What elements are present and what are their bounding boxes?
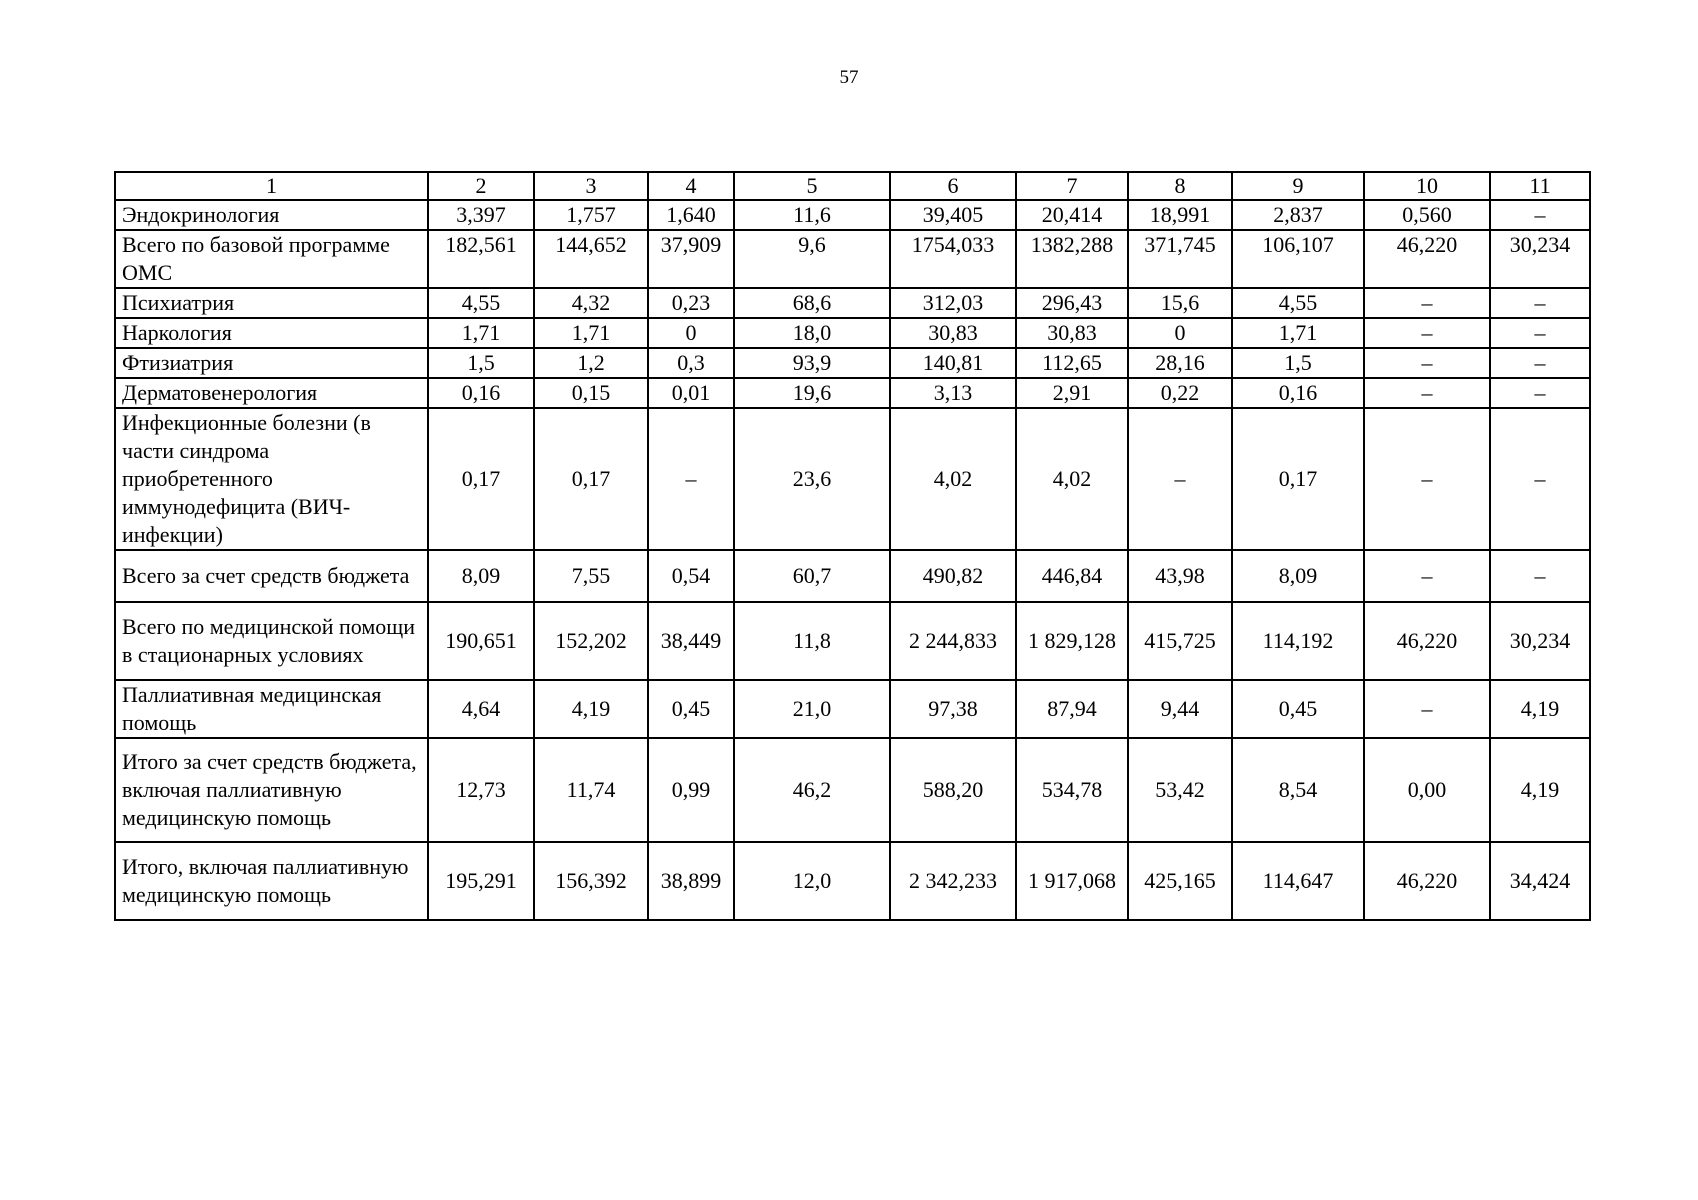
table-cell: 18,0 bbox=[734, 318, 890, 348]
table-cell: 68,6 bbox=[734, 288, 890, 318]
table-cell: 152,202 bbox=[534, 602, 648, 680]
header-cell: 3 bbox=[534, 172, 648, 200]
table-row bbox=[115, 550, 1590, 602]
table-row bbox=[115, 842, 1590, 920]
table-cell: 0,99 bbox=[648, 738, 734, 842]
table-cell: 140,81 bbox=[890, 348, 1016, 378]
table-cell: 15,6 bbox=[1128, 288, 1232, 318]
table-cell: 4,19 bbox=[1490, 738, 1590, 842]
table-cell: 0,3 bbox=[648, 348, 734, 378]
table-cell: 0,16 bbox=[1232, 378, 1364, 408]
header-cell: 7 bbox=[1016, 172, 1128, 200]
header-cell: 10 bbox=[1364, 172, 1490, 200]
table-cell: 30,234 bbox=[1490, 230, 1590, 288]
table-cell: 1,2 bbox=[534, 348, 648, 378]
table-cell: 43,98 bbox=[1128, 550, 1232, 602]
table-cell: 11,8 bbox=[734, 602, 890, 680]
table-row bbox=[115, 348, 1590, 378]
table-cell: 588,20 bbox=[890, 738, 1016, 842]
table-row bbox=[115, 230, 1590, 288]
table-cell: 8,09 bbox=[428, 550, 534, 602]
table-cell: 11,74 bbox=[534, 738, 648, 842]
header-cell: 8 bbox=[1128, 172, 1232, 200]
table-cell: 1,757 bbox=[534, 200, 648, 230]
row-label: Наркология bbox=[115, 318, 428, 348]
table-cell: 9,6 bbox=[734, 230, 890, 288]
table-cell: 18,991 bbox=[1128, 200, 1232, 230]
table-cell: – bbox=[1364, 378, 1490, 408]
table-cell: 34,424 bbox=[1490, 842, 1590, 920]
table-cell: 30,83 bbox=[1016, 318, 1128, 348]
table-cell: 195,291 bbox=[428, 842, 534, 920]
table-cell: 490,82 bbox=[890, 550, 1016, 602]
table-cell: 20,414 bbox=[1016, 200, 1128, 230]
table-cell: 97,38 bbox=[890, 680, 1016, 738]
table-cell: 3,397 bbox=[428, 200, 534, 230]
table-cell: 7,55 bbox=[534, 550, 648, 602]
page-number: 57 bbox=[839, 67, 859, 88]
table-cell: 12,0 bbox=[734, 842, 890, 920]
table-cell: 0,01 bbox=[648, 378, 734, 408]
table-cell: – bbox=[1490, 200, 1590, 230]
header-cell: 6 bbox=[890, 172, 1016, 200]
table-cell: 11,6 bbox=[734, 200, 890, 230]
table-cell: – bbox=[1364, 348, 1490, 378]
data-table bbox=[114, 171, 1591, 921]
table-row bbox=[115, 200, 1590, 230]
table-cell: 2 244,833 bbox=[890, 602, 1016, 680]
table-cell: 46,220 bbox=[1364, 602, 1490, 680]
table-cell: 38,449 bbox=[648, 602, 734, 680]
table-cell: 106,107 bbox=[1232, 230, 1364, 288]
table-cell: – bbox=[1490, 348, 1590, 378]
table-row bbox=[115, 680, 1590, 738]
table-row bbox=[115, 288, 1590, 318]
row-label: Эндокринология bbox=[115, 200, 428, 230]
table-cell: 534,78 bbox=[1016, 738, 1128, 842]
table-cell: 1382,288 bbox=[1016, 230, 1128, 288]
table-cell: 46,220 bbox=[1364, 230, 1490, 288]
table-cell: 21,0 bbox=[734, 680, 890, 738]
table-cell: 4,19 bbox=[1490, 680, 1590, 738]
table-cell: 371,745 bbox=[1128, 230, 1232, 288]
table-cell: – bbox=[1490, 378, 1590, 408]
table-cell: 1754,033 bbox=[890, 230, 1016, 288]
table-cell: – bbox=[1490, 318, 1590, 348]
header-row bbox=[115, 172, 1590, 200]
row-label: Дерматовенерология bbox=[115, 378, 428, 408]
table-cell: – bbox=[1128, 408, 1232, 550]
table-cell: 1,640 bbox=[648, 200, 734, 230]
table-cell: 0,54 bbox=[648, 550, 734, 602]
row-label: Всего по базовой программе ОМС bbox=[115, 230, 428, 288]
table-cell: 1,71 bbox=[1232, 318, 1364, 348]
table-cell: 0,00 bbox=[1364, 738, 1490, 842]
table-cell: 1 917,068 bbox=[1016, 842, 1128, 920]
table-cell: 114,647 bbox=[1232, 842, 1364, 920]
table-cell: 2 342,233 bbox=[890, 842, 1016, 920]
table-cell: 23,6 bbox=[734, 408, 890, 550]
table-cell: 4,02 bbox=[890, 408, 1016, 550]
table-cell: 190,651 bbox=[428, 602, 534, 680]
table-row bbox=[115, 378, 1590, 408]
table-cell: 4,64 bbox=[428, 680, 534, 738]
table-cell: 0,45 bbox=[1232, 680, 1364, 738]
row-label: Инфекционные болезни (в части синдрома приобретенного иммунодефицита (ВИЧ-инфекции) bbox=[115, 408, 428, 550]
table-cell: 4,02 bbox=[1016, 408, 1128, 550]
table-cell: 46,220 bbox=[1364, 842, 1490, 920]
table-cell: 4,19 bbox=[534, 680, 648, 738]
table-cell: 3,13 bbox=[890, 378, 1016, 408]
table-cell: 0,560 bbox=[1364, 200, 1490, 230]
table-cell: 60,7 bbox=[734, 550, 890, 602]
header-cell: 5 bbox=[734, 172, 890, 200]
header-cell: 11 bbox=[1490, 172, 1590, 200]
table-row bbox=[115, 738, 1590, 842]
table-cell: 28,16 bbox=[1128, 348, 1232, 378]
table-cell: 0,17 bbox=[534, 408, 648, 550]
row-label: Всего за счет средств бюджета bbox=[115, 550, 428, 602]
table-cell: – bbox=[1364, 408, 1490, 550]
table-cell: 12,73 bbox=[428, 738, 534, 842]
table-cell: 1,5 bbox=[1232, 348, 1364, 378]
table-cell: 93,9 bbox=[734, 348, 890, 378]
table-row bbox=[115, 318, 1590, 348]
table-cell: 0,22 bbox=[1128, 378, 1232, 408]
table-cell: 87,94 bbox=[1016, 680, 1128, 738]
table-cell: – bbox=[1364, 680, 1490, 738]
table-cell: 30,234 bbox=[1490, 602, 1590, 680]
table-cell: 8,54 bbox=[1232, 738, 1364, 842]
table-cell: 0 bbox=[1128, 318, 1232, 348]
table-cell: 0,23 bbox=[648, 288, 734, 318]
table-cell: 1,5 bbox=[428, 348, 534, 378]
table-cell: – bbox=[1364, 550, 1490, 602]
table-cell: – bbox=[1364, 318, 1490, 348]
table-cell: 0,17 bbox=[428, 408, 534, 550]
row-label: Психиатрия bbox=[115, 288, 428, 318]
table-cell: 425,165 bbox=[1128, 842, 1232, 920]
table-cell: 182,561 bbox=[428, 230, 534, 288]
table-cell: 37,909 bbox=[648, 230, 734, 288]
table-cell: 8,09 bbox=[1232, 550, 1364, 602]
table-cell: 446,84 bbox=[1016, 550, 1128, 602]
table-cell: 415,725 bbox=[1128, 602, 1232, 680]
table-cell: 46,2 bbox=[734, 738, 890, 842]
header-cell: 4 bbox=[648, 172, 734, 200]
table-cell: 4,55 bbox=[428, 288, 534, 318]
table-cell: 4,55 bbox=[1232, 288, 1364, 318]
header-cell: 9 bbox=[1232, 172, 1364, 200]
table-cell: 1,71 bbox=[534, 318, 648, 348]
table-row bbox=[115, 602, 1590, 680]
table-cell: 2,837 bbox=[1232, 200, 1364, 230]
table-cell: – bbox=[1490, 408, 1590, 550]
row-label: Всего по медицинской помощи в стационарных условиях bbox=[115, 602, 428, 680]
row-label: Паллиативная медицинская помощь bbox=[115, 680, 428, 738]
table-cell: 312,03 bbox=[890, 288, 1016, 318]
table-cell: 9,44 bbox=[1128, 680, 1232, 738]
table-cell: 114,192 bbox=[1232, 602, 1364, 680]
table-cell: 0,16 bbox=[428, 378, 534, 408]
table-cell: – bbox=[648, 408, 734, 550]
header-cell: 1 bbox=[115, 172, 428, 200]
table-cell: 112,65 bbox=[1016, 348, 1128, 378]
table-cell: 1 829,128 bbox=[1016, 602, 1128, 680]
table-cell: 2,91 bbox=[1016, 378, 1128, 408]
row-label: Фтизиатрия bbox=[115, 348, 428, 378]
table-cell: 4,32 bbox=[534, 288, 648, 318]
table-cell: 0,15 bbox=[534, 378, 648, 408]
table-cell: 156,392 bbox=[534, 842, 648, 920]
table-cell: – bbox=[1364, 288, 1490, 318]
table-cell: 53,42 bbox=[1128, 738, 1232, 842]
table-cell: – bbox=[1490, 550, 1590, 602]
table-cell: 30,83 bbox=[890, 318, 1016, 348]
row-label: Итого за счет средств бюджета, включая паллиативную медицинскую помощь bbox=[115, 738, 428, 842]
table-cell: 38,899 bbox=[648, 842, 734, 920]
table-cell: 144,652 bbox=[534, 230, 648, 288]
table-row bbox=[115, 408, 1590, 550]
table-cell: 19,6 bbox=[734, 378, 890, 408]
table-cell: 0,17 bbox=[1232, 408, 1364, 550]
table-cell: 296,43 bbox=[1016, 288, 1128, 318]
header-cell: 2 bbox=[428, 172, 534, 200]
table-cell: 39,405 bbox=[890, 200, 1016, 230]
table-cell: 0 bbox=[648, 318, 734, 348]
table-cell: – bbox=[1490, 288, 1590, 318]
table-body bbox=[115, 172, 1590, 920]
row-label: Итого, включая паллиативную медицинскую помощь bbox=[115, 842, 428, 920]
table-cell: 0,45 bbox=[648, 680, 734, 738]
table-cell: 1,71 bbox=[428, 318, 534, 348]
